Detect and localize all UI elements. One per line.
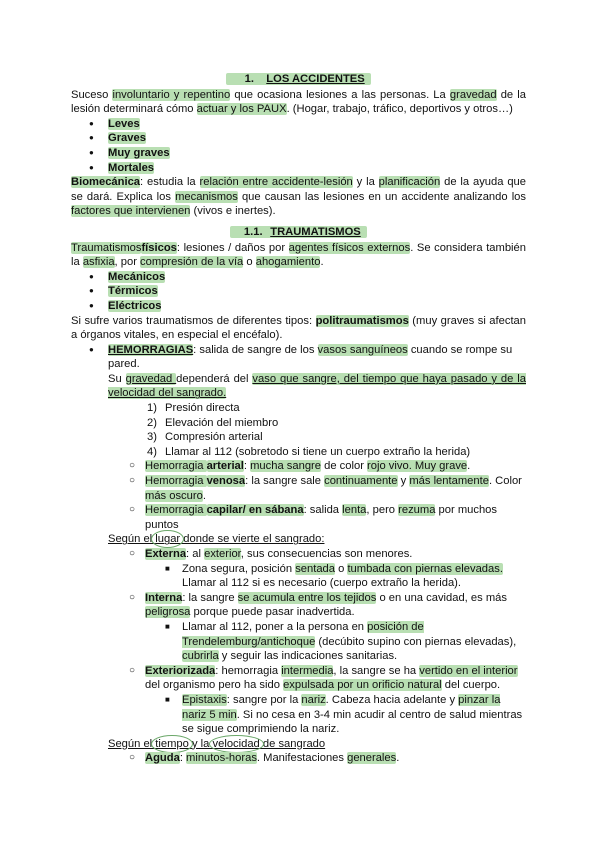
list-item: ○ Aguda: minutos-horas. Manifestaciones generales. bbox=[71, 751, 526, 766]
list-item: ● Muy graves bbox=[71, 146, 526, 161]
list-item: ■ Epistaxis: sangre por la nariz. Cabeza hacia adelante y pinzar la nariz 5 min. Si no cesa en 3-4 min acudir al centro de salud mientras se sigue comprimiendo la nariz. bbox=[71, 693, 526, 737]
list-item: ○ Hemorragia capilar/ en sábana: salida lenta, pero rezuma por muchos puntos bbox=[71, 503, 526, 532]
lugar-list bbox=[71, 547, 526, 737]
accident-types-list bbox=[71, 117, 526, 175]
gravedad-paragraph: Su gravedad dependerá del vaso que sangre, del tiempo que haya pasado y de la velocidad del sangrado. bbox=[108, 372, 526, 400]
trauma-types-list bbox=[71, 270, 526, 314]
list-item: ○ Externa: al exterior, sus consecuencias son menores. bbox=[71, 547, 526, 562]
document-content bbox=[71, 70, 526, 766]
list-item: 4) Llamar al 112 (sobretodo si tiene un cuerpo extraño la herida) bbox=[147, 445, 471, 458]
politraumatismos-paragraph: Si sufre varios traumatismos de diferentes tipos: politraumatismos (muy graves si afectan a órganos vitales, en especial el encéfalo). bbox=[71, 314, 526, 342]
section-number: 1.1. bbox=[243, 225, 263, 238]
list-item: 2) Elevación del miembro bbox=[147, 416, 279, 429]
list-item: ■ Llamar al 112, poner a la persona en posición de Trendelemburg/antichoque (decúbito supino con piernas elevadas), cubrirla y seguir las indicaciones sanitarias. bbox=[71, 620, 526, 664]
lugar-heading: Según el lugar donde se vierte el sangrado: bbox=[108, 533, 325, 546]
list-item: ● Eléctricos bbox=[71, 299, 526, 314]
list-item: ● Mortales bbox=[71, 161, 526, 176]
list-item: ■ Zona segura, posición sentada o tumbada con piernas elevadas. Llamar al 112 si es necesario (cuerpo extraño la herida). bbox=[71, 562, 526, 591]
biomecanica-paragraph: Biomecánica: estudia la relación entre accidente-lesión y la planificación de la ayuda que se dará. Explica los mecanismos que causan las lesiones en un accidente analizando los factores que intervienen (vivos e inertes). bbox=[71, 176, 526, 218]
list-item: ● Térmicos bbox=[71, 284, 526, 299]
list-item: ● Leves bbox=[71, 117, 526, 132]
section-title: TRAUMATISMOS bbox=[270, 225, 361, 238]
first-aid-steps bbox=[71, 401, 526, 459]
list-item: ○ Exteriorizada: hemorragia intermedia, la sangre se ha vertido en el interior del organismo pero ha sido expulsada por un orificio natural del cuerpo. bbox=[71, 664, 526, 693]
hemorragia-types-list bbox=[71, 459, 526, 532]
intro-paragraph: Suceso involuntario y repentino que ocasiona lesiones a las personas. La gravedad de la lesión determinará cómo actuar y los PAUX. (Hogar, trabajo, tráfico, deportivos y otros…) bbox=[71, 88, 526, 116]
traumatismos-paragraph: Traumatismosfísicos: lesiones / daños por agentes físicos externos. Se considera también la asfixia, por compresión de la vía o ahogamiento. bbox=[71, 241, 526, 269]
hemorragias-list bbox=[71, 343, 526, 372]
list-item: 3) Compresión arterial bbox=[147, 431, 263, 444]
list-item: 1) Presión directa bbox=[147, 402, 240, 415]
list-item: ○ Hemorragia arterial: mucha sangre de color rojo vivo. Muy grave. bbox=[71, 459, 526, 474]
section-heading-1 bbox=[71, 72, 526, 87]
section-number: 1. bbox=[244, 73, 254, 85]
tiempo-heading: Según el tiempo y la velocidad de sangrado bbox=[108, 737, 326, 750]
list-item: ● Mecánicos bbox=[71, 270, 526, 285]
list-item: ○ Interna: la sangre se acumula entre los tejidos o en una cavidad, es más peligrosa porque puede pasar inadvertida. bbox=[71, 591, 526, 620]
list-item: ○ Hemorragia venosa: la sangre sale continuamente y más lentamente. Color más oscuro. bbox=[71, 474, 526, 503]
section-heading-1-1 bbox=[71, 225, 526, 240]
hemorragias-item: ● HEMORRAGIAS: salida de sangre de los vasos sanguíneos cuando se rompe su pared. bbox=[71, 343, 526, 372]
list-item: ● Graves bbox=[71, 131, 526, 146]
section-title: LOS ACCIDENTES bbox=[266, 73, 365, 85]
tiempo-list bbox=[71, 751, 526, 766]
